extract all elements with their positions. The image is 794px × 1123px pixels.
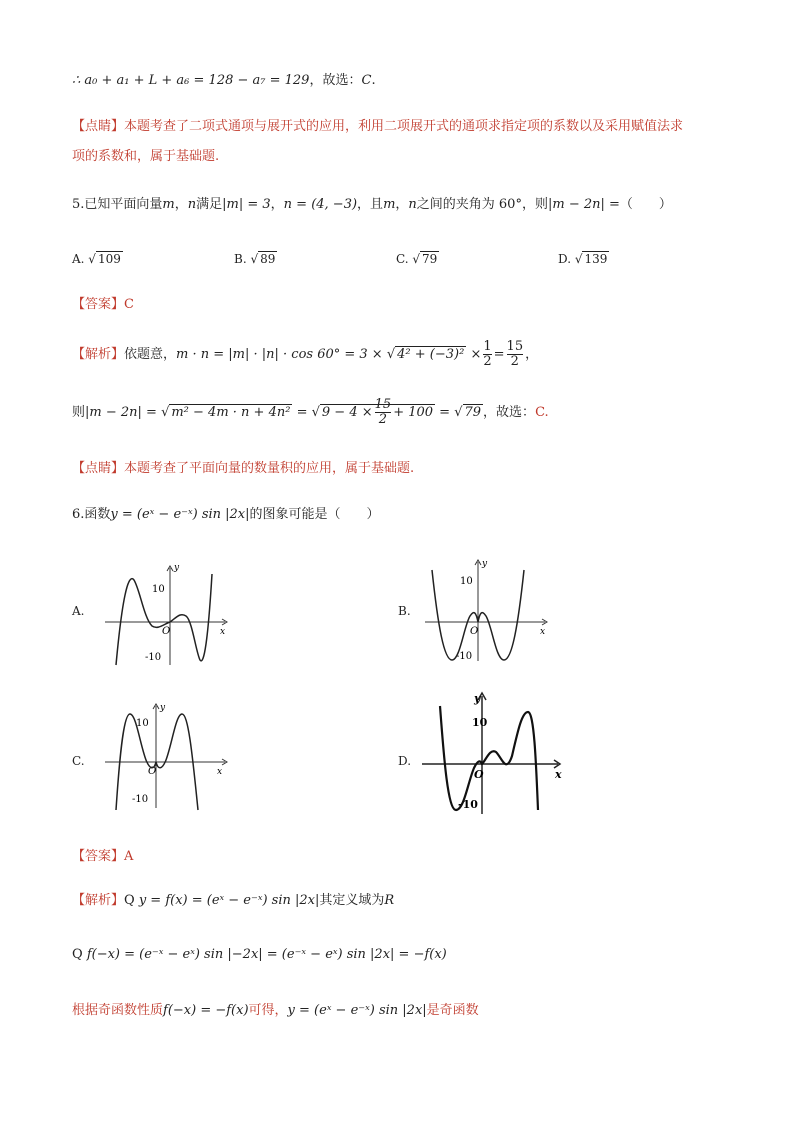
- answer-letter: C: [361, 73, 372, 88]
- q6-answer-letter: A: [124, 849, 134, 864]
- x-label: x: [217, 767, 223, 777]
- q6-option-a-label[interactable]: A.: [72, 604, 85, 618]
- q5-dianjing: 【点睛】本题考查了平面向量的数量积的应用，属于基础题.: [72, 461, 415, 476]
- fraction-half: $\frac{1}{2}$: [483, 339, 492, 369]
- q6-jiexi-line-3: 根据奇函数性质f(−x) = −f(x)可得，y = (eˣ − e⁻ˣ) sin |2x|是奇函数: [72, 1003, 479, 1018]
- x-label: x: [540, 627, 546, 637]
- y-tick-bottom: -10: [132, 794, 149, 805]
- origin-label: O: [162, 626, 171, 637]
- q5-option-b[interactable]: B. √ 89: [234, 252, 276, 266]
- y-label: y: [174, 563, 180, 573]
- dianjing-line-2: 项的系数和，属于基础题.: [72, 149, 220, 164]
- q5-option-c[interactable]: C. √ 79: [396, 252, 438, 266]
- origin-label: O: [474, 768, 484, 781]
- q6-jiexi-line-1: 【解析】Q y = f(x) = (eˣ − e⁻ˣ) sin |2x|其定义域为R: [72, 893, 395, 908]
- q6-graph-a[interactable]: [100, 560, 240, 670]
- q5-jiexi-line-2: 则|m − 2n| = √ m² − 4m · n + 4n² = √ 9 − 4 × $\frac{15}{2}$ + 100 = √ 79 ，故选：C.: [72, 397, 549, 427]
- choose-text: ，故选：: [309, 73, 362, 88]
- q6-answer: 【答案】A: [72, 849, 134, 864]
- y-tick-top: 10: [472, 716, 488, 729]
- curve-d: [440, 706, 538, 810]
- dianjing-tag: 【点睛】: [72, 119, 125, 134]
- y-label: y: [160, 703, 166, 713]
- origin-label: O: [148, 766, 157, 777]
- q5-jiexi-line-1: 【解析】依题意，m · n = |m| · |n| · cos 60° = 3 × √ 4² + (−3)² × $\frac{1}{2}$ = $\frac{15}{2}$ ，: [72, 339, 539, 369]
- q5-option-a[interactable]: A. √ 109: [72, 252, 121, 266]
- dianjing-line-1: 【点睛】本题考查了二项式通项与展开式的应用，利用二项展开式的通项求指定项的系数以及采用赋值法求: [72, 119, 684, 134]
- x-label: x: [220, 627, 226, 637]
- y-tick-bottom: -10: [458, 798, 478, 811]
- q5-answer-letter: C: [124, 297, 134, 312]
- y-tick-top: 10: [136, 718, 149, 729]
- y-tick-top: 10: [460, 576, 473, 587]
- sum-expression: ∴ a₀ + a₁ + L + a₆ = 128 − a₇ = 129: [72, 73, 310, 88]
- q6-option-c-label[interactable]: C.: [72, 754, 85, 768]
- y-label: y: [474, 692, 481, 705]
- q6-graph-c[interactable]: [100, 700, 240, 815]
- x-label: x: [555, 768, 562, 781]
- q6-stem: 6.函数y = (eˣ − e⁻ˣ) sin |2x|的图象可能是（ ）: [72, 507, 380, 522]
- q6-option-b-label[interactable]: B.: [398, 604, 411, 618]
- fraction-result: $\frac{15}{2}$: [506, 339, 524, 369]
- q5-stem: 5.已知平面向量m，n满足|m| = 3，n = (4, −3)，且m，n之间的夹角为 60°，则|m − 2n| =（ ）: [72, 197, 672, 212]
- q5-option-d[interactable]: D. √ 139: [558, 252, 608, 266]
- q5-answer: 【答案】C: [72, 297, 134, 312]
- q6-graph-d[interactable]: [418, 690, 568, 820]
- solution-line-1: ∴ a₀ + a₁ + L + a₆ = 128 − a₇ = 129，故选：C.: [72, 73, 376, 88]
- y-label: y: [482, 559, 488, 569]
- q6-graph-b[interactable]: [420, 556, 560, 666]
- y-tick-bottom: -10: [145, 652, 162, 663]
- q6-jiexi-line-2: Q f(−x) = (e⁻ˣ − eˣ) sin |−2x| = (e⁻ˣ − eˣ) sin |2x| = −f(x): [72, 947, 447, 962]
- origin-label: O: [470, 626, 479, 637]
- q6-option-d-label[interactable]: D.: [398, 754, 412, 768]
- y-tick-top: 10: [152, 584, 165, 595]
- y-tick-bottom: -10: [456, 651, 473, 662]
- sqrt-expression: 9 − 4 × $\frac{15}{2}$ + 100: [321, 397, 434, 427]
